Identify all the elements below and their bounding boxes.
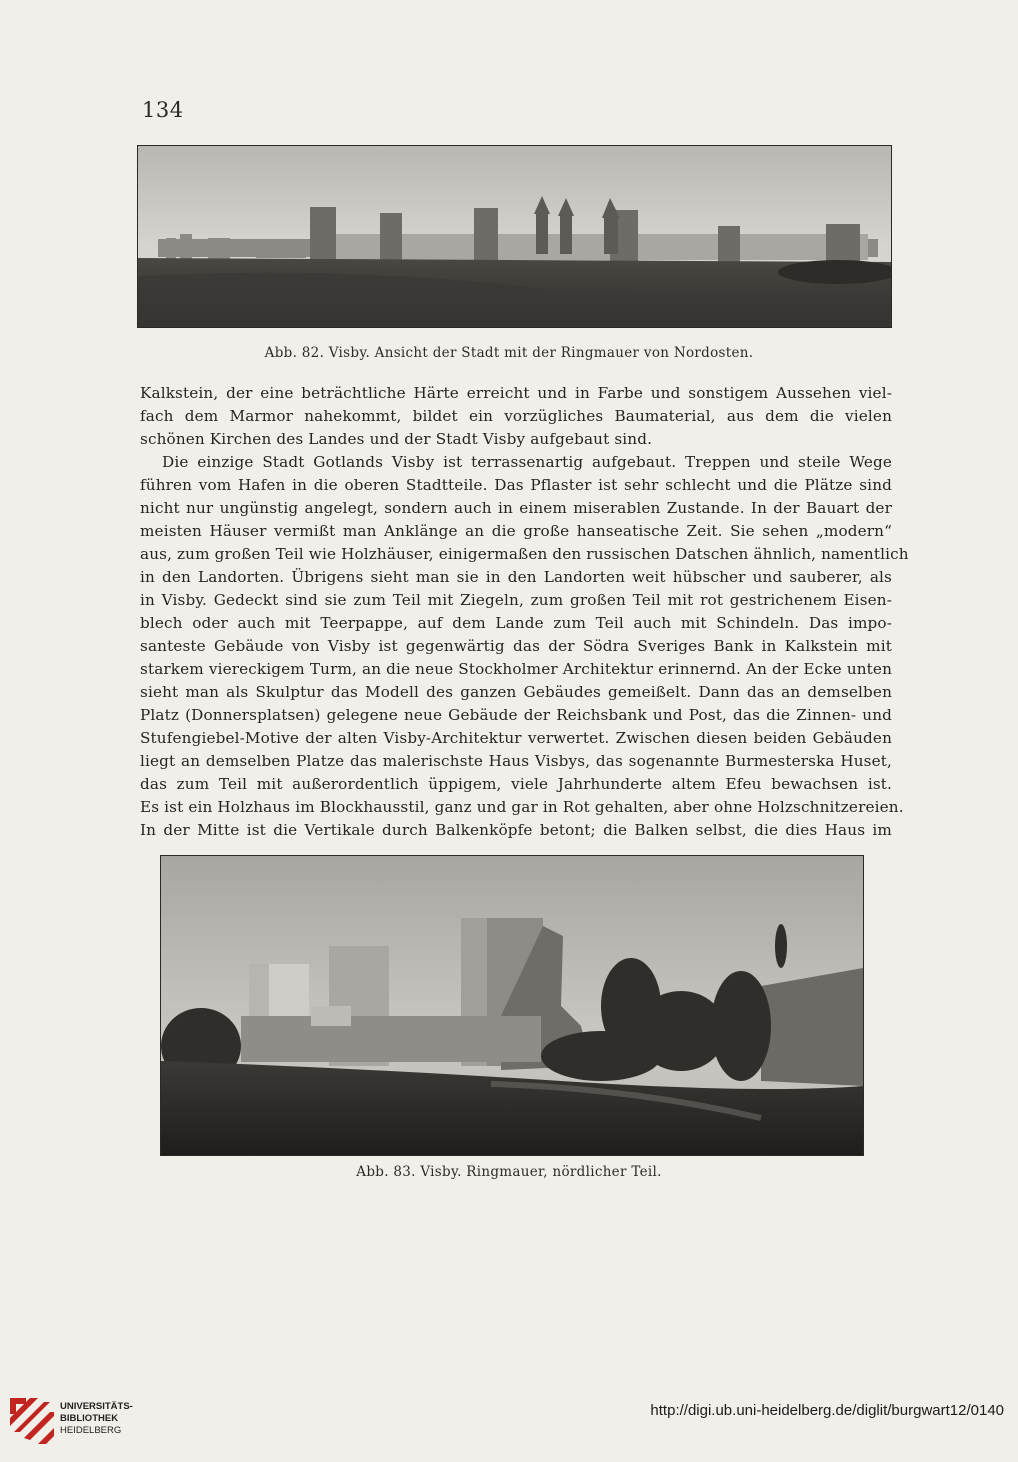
library-logo	[10, 1398, 170, 1448]
text-line: Platz (Donnersplatsen) gelegene neue Gebäude der Reichsbank und Post, das die Zinnen- und	[140, 706, 892, 724]
figure-82-photo	[137, 145, 892, 328]
text-line: in den Landorten. Übrigens sieht man sie in den Landorten weit hübscher und sauberer, als	[140, 568, 892, 586]
logo-line-1: UNIVERSITÄTS-	[60, 1401, 133, 1412]
figure-83-caption: Abb. 83. Visby. Ringmauer, nördlicher Teil.	[356, 1164, 662, 1180]
text-line: liegt an demselben Platze das malerischste Haus Visbys, das sogenannte Burmesterska Huset,	[140, 752, 892, 770]
text-line: Stufengiebel-Motive der alten Visby-Architektur verwertet. Zwischen diesen beiden Gebäuden	[140, 729, 892, 747]
text-line: meisten Häuser vermißt man Anklänge an die große hanseatische Zeit. Sie sehen „modern“	[140, 522, 892, 540]
text-line: in Visby. Gedeckt sind sie zum Teil mit Ziegeln, zum großen Teil mit rot gestrichenem Eisen-	[140, 591, 892, 609]
text-line: santeste Gebäude von Visby ist gegenwärtig das der Södra Sveriges Bank in Kalkstein mit	[140, 637, 892, 655]
text-line: Es ist ein Holzhaus im Blockhausstil, ganz und gar in Rot gehalten, aber ohne Holzschnitzereien.	[140, 798, 904, 816]
text-line: starkem viereckigem Turm, an die neue Stockholmer Architektur erinnernd. An der Ecke unten	[140, 660, 892, 678]
logo-line-3: HEIDELBERG	[60, 1425, 122, 1436]
text-line: Die einzige Stadt Gotlands Visby ist terrassenartig aufgebaut. Treppen und steile Wege	[162, 453, 892, 471]
text-line: blech oder auch mit Teerpappe, auf dem Lande zum Teil auch mit Schindeln. Das impo-	[140, 614, 892, 632]
source-url-link[interactable]: http://digi.ub.uni-heidelberg.de/diglit/burgwart12/0140	[650, 1402, 1004, 1419]
logo-line-2: BIBLIOTHEK	[60, 1413, 119, 1424]
text-line: In der Mitte ist die Vertikale durch Balkenköpfe betont; die Balken selbst, die dies Haus im	[140, 821, 892, 839]
text-line: sieht man als Skulptur das Modell des ganzen Gebäudes gemeißelt. Dann das an demselben	[140, 683, 892, 701]
figure-83-photo	[160, 855, 864, 1156]
library-emblem-icon	[10, 1398, 54, 1444]
text-line: führen vom Hafen in die oberen Stadtteile. Das Pflaster ist sehr schlecht und die Plätze sind	[140, 476, 892, 494]
text-line: fach dem Marmor nahekommt, bildet ein vorzügliches Baumaterial, aus dem die vielen	[140, 407, 892, 425]
body-text	[140, 382, 909, 842]
text-line: nicht nur ungünstig angelegt, sondern auch in einem miserablen Zustande. In der Bauart der	[140, 499, 892, 517]
text-line: Kalkstein, der eine beträchtliche Härte erreicht und in Farbe und sonstigem Aussehen viel-	[140, 384, 892, 402]
page-number: 134	[142, 98, 184, 122]
figure-82-caption: Abb. 82. Visby. Ansicht der Stadt mit der Ringmauer von Nordosten.	[264, 345, 754, 361]
text-line: aus, zum großen Teil wie Holzhäuser, einigermaßen den russischen Datschen ähnlich, namentlich	[140, 545, 909, 563]
text-line: schönen Kirchen des Landes und der Stadt Visby aufgebaut sind.	[140, 430, 653, 448]
text-line: das zum Teil mit außerordentlich üppigem, viele Jahrhunderte altem Efeu bewachsen ist.	[140, 775, 892, 793]
